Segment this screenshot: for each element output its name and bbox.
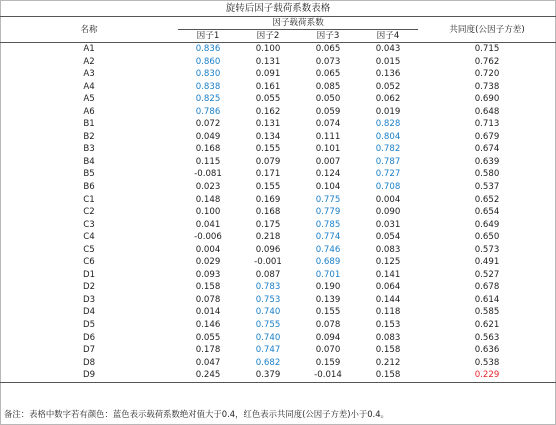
cell-factor-2: 0.175 — [255, 219, 281, 230]
cell-factor-3: 0.774 — [315, 232, 341, 243]
cell-factor-4: 0.052 — [375, 81, 401, 92]
header-name: 名称 — [0, 17, 178, 43]
cell-name: C1 — [83, 194, 95, 205]
cell-commonality: 0.678 — [474, 282, 500, 293]
cell-name: B6 — [83, 182, 95, 193]
cell-name: B4 — [83, 156, 95, 167]
table-row — [0, 269, 556, 282]
cell-factor-2: 0.755 — [255, 320, 281, 331]
cell-factor-2: 0.753 — [255, 294, 281, 305]
cell-factor-1: 0.014 — [195, 307, 221, 318]
cell-commonality: 0.654 — [474, 207, 500, 218]
cell-factor-4: 0.083 — [375, 244, 401, 255]
cell-commonality: 0.715 — [474, 44, 500, 54]
cell-commonality: 0.621 — [474, 320, 500, 331]
cell-factor-1: 0.072 — [195, 119, 221, 130]
table-row — [0, 369, 556, 382]
cell-factor-3: 0.779 — [315, 207, 341, 218]
cell-commonality: 0.563 — [474, 332, 500, 343]
table-row — [0, 118, 556, 131]
cell-name: A5 — [83, 94, 95, 105]
cell-factor-4: 0.019 — [375, 106, 401, 117]
cell-factor-4: 0.083 — [375, 332, 401, 343]
cell-commonality: 0.614 — [474, 294, 500, 305]
table-note: 备注：表格中数字若有颜色：蓝色表示载荷系数绝对值大于0.4，红色表示共同度(公因子方差)小于0.4。 — [4, 409, 389, 419]
cell-factor-1: 0.245 — [178, 369, 238, 382]
cell-factor-4: 0.125 — [375, 257, 401, 268]
cell-factor-4: 0.828 — [375, 119, 401, 130]
cell-factor-1: 0.168 — [195, 144, 221, 155]
cell-factor-3: 0.070 — [315, 345, 341, 356]
cell-factor-3: 0.159 — [315, 357, 341, 368]
cell-factor-3: 0.101 — [315, 144, 341, 155]
cell-factor-4: 0.158 — [375, 345, 401, 356]
table-row — [0, 244, 556, 257]
table-row — [0, 332, 556, 345]
cell-factor-1: 0.146 — [195, 320, 221, 331]
cell-name: C4 — [83, 232, 95, 243]
cell-factor-3: 0.073 — [315, 56, 341, 67]
header-factor-4: 因子4 — [358, 30, 418, 43]
cell-factor-4: 0.141 — [375, 269, 401, 280]
cell-factor-3: 0.094 — [315, 332, 341, 343]
table-row — [0, 131, 556, 144]
cell-factor-3: 0.746 — [315, 244, 341, 255]
cell-factor-3: 0.111 — [315, 131, 341, 142]
cell-factor-4: 0.158 — [358, 369, 418, 382]
cell-name: D6 — [82, 332, 96, 343]
table-row — [0, 357, 556, 370]
table-row — [0, 93, 556, 106]
cell-commonality: 0.652 — [474, 194, 500, 205]
cell-name: A1 — [83, 44, 95, 54]
table-row — [0, 143, 556, 156]
cell-factor-4: 0.031 — [375, 219, 401, 230]
cell-commonality: 0.229 — [418, 369, 556, 382]
cell-factor-2: 0.055 — [255, 94, 281, 105]
cell-factor-2: 0.087 — [255, 269, 281, 280]
factor-loading-table — [0, 16, 556, 383]
table-title: 旋转后因子载荷系数表格 — [225, 3, 331, 14]
cell-factor-1: 0.023 — [195, 182, 221, 193]
cell-factor-1: -0.006 — [194, 232, 222, 243]
cell-commonality: 0.690 — [474, 94, 500, 105]
table-row — [0, 344, 556, 357]
cell-name: C5 — [83, 244, 95, 255]
table-row — [0, 219, 556, 232]
cell-factor-2: 0.169 — [255, 194, 281, 205]
cell-factor-1: 0.838 — [195, 81, 221, 92]
cell-factor-2: 0.161 — [255, 81, 281, 92]
cell-name: A2 — [83, 56, 95, 67]
cell-factor-3: 0.065 — [315, 44, 341, 54]
cell-name: D1 — [82, 269, 96, 280]
cell-name: B1 — [83, 119, 95, 130]
table-body — [0, 43, 556, 383]
cell-name: D3 — [82, 294, 96, 305]
cell-factor-3: 0.190 — [315, 282, 341, 293]
cell-factor-1: 0.041 — [195, 219, 221, 230]
cell-name: B3 — [83, 144, 95, 155]
cell-factor-4: 0.144 — [375, 294, 401, 305]
cell-factor-2: 0.218 — [255, 232, 281, 243]
cell-factor-4: 0.090 — [375, 207, 401, 218]
cell-commonality: 0.720 — [474, 69, 500, 80]
cell-factor-4: 0.153 — [375, 320, 401, 331]
cell-factor-3: 0.139 — [315, 294, 341, 305]
cell-factor-1: 0.860 — [195, 56, 221, 67]
cell-factor-1: 0.100 — [195, 207, 221, 218]
cell-factor-4: 0.787 — [375, 156, 401, 167]
cell-commonality: 0.491 — [474, 257, 500, 268]
cell-factor-2: 0.740 — [255, 307, 281, 318]
cell-factor-1: 0.830 — [195, 69, 221, 80]
cell-factor-1: 0.115 — [195, 156, 221, 167]
cell-factor-4: 0.708 — [375, 182, 401, 193]
cell-factor-1: 0.078 — [195, 294, 221, 305]
cell-factor-4: 0.062 — [375, 94, 401, 105]
cell-commonality: 0.538 — [474, 357, 500, 368]
table-row — [0, 56, 556, 69]
header-factor-3: 因子3 — [298, 30, 358, 43]
table-row — [0, 81, 556, 94]
cell-factor-3: 0.701 — [315, 269, 341, 280]
cell-factor-3: 0.689 — [315, 257, 341, 268]
header-commonality: 共同度(公因子方差) — [418, 17, 556, 43]
cell-name: A6 — [83, 106, 95, 117]
cell-name: D4 — [82, 307, 96, 318]
cell-factor-4: 0.136 — [375, 69, 401, 80]
cell-commonality: 0.649 — [474, 219, 500, 230]
cell-factor-3: 0.785 — [315, 219, 341, 230]
cell-name: B2 — [83, 131, 95, 142]
cell-factor-3: 0.078 — [315, 320, 341, 331]
cell-factor-1: 0.158 — [195, 282, 221, 293]
cell-factor-1: 0.148 — [195, 194, 221, 205]
cell-name: A4 — [83, 81, 95, 92]
cell-factor-3: 0.085 — [315, 81, 341, 92]
cell-factor-2: 0.100 — [255, 44, 281, 54]
cell-factor-2: 0.171 — [255, 169, 281, 180]
cell-name: B5 — [83, 169, 95, 180]
cell-factor-1: 0.049 — [195, 131, 221, 142]
cell-factor-4: 0.054 — [375, 232, 401, 243]
cell-factor-4: 0.043 — [375, 44, 401, 54]
cell-factor-4: 0.015 — [375, 56, 401, 67]
cell-factor-1: 0.178 — [195, 345, 221, 356]
table-row — [0, 319, 556, 332]
cell-commonality: 0.527 — [474, 269, 500, 280]
header-factor-group: 因子载荷系数 — [178, 17, 418, 30]
cell-factor-2: 0.134 — [255, 131, 281, 142]
cell-commonality: 0.762 — [474, 56, 500, 67]
cell-factor-3: -0.014 — [298, 369, 358, 382]
cell-factor-2: 0.131 — [255, 119, 281, 130]
cell-commonality: 0.738 — [474, 81, 500, 92]
cell-commonality: 0.573 — [474, 244, 500, 255]
cell-factor-2: 0.096 — [255, 244, 281, 255]
cell-name: A3 — [83, 69, 95, 80]
header-factor-2: 因子2 — [238, 30, 298, 43]
cell-commonality: 0.639 — [474, 156, 500, 167]
cell-factor-2: 0.783 — [255, 282, 281, 293]
table-row — [0, 281, 556, 294]
table-row — [0, 206, 556, 219]
cell-factor-2: 0.155 — [255, 144, 281, 155]
cell-factor-2: 0.079 — [255, 156, 281, 167]
cell-name: C3 — [83, 219, 95, 230]
cell-factor-4: 0.804 — [375, 131, 401, 142]
table-row — [0, 156, 556, 169]
cell-factor-1: 0.825 — [195, 94, 221, 105]
cell-name: C2 — [83, 207, 95, 218]
cell-factor-4: 0.782 — [375, 144, 401, 155]
cell-commonality: 0.636 — [474, 345, 500, 356]
cell-factor-1: 0.047 — [195, 357, 221, 368]
cell-factor-3: 0.050 — [315, 94, 341, 105]
cell-factor-3: 0.775 — [315, 194, 341, 205]
cell-commonality: 0.650 — [474, 232, 500, 243]
cell-commonality: 0.679 — [474, 131, 500, 142]
table-row — [0, 106, 556, 119]
cell-name: C6 — [83, 257, 95, 268]
cell-factor-3: 0.007 — [315, 156, 341, 167]
cell-name: D8 — [82, 357, 96, 368]
table-row — [0, 231, 556, 244]
cell-factor-2: 0.682 — [255, 357, 281, 368]
cell-factor-4: 0.118 — [375, 307, 401, 318]
cell-factor-2: -0.001 — [254, 257, 282, 268]
cell-name: D7 — [82, 345, 96, 356]
table-row — [0, 294, 556, 307]
table-row — [0, 256, 556, 269]
cell-factor-4: 0.727 — [375, 169, 401, 180]
cell-factor-2: 0.747 — [255, 345, 281, 356]
cell-factor-3: 0.065 — [315, 69, 341, 80]
cell-name: D9 — [0, 369, 178, 382]
cell-factor-1: 0.093 — [195, 269, 221, 280]
cell-factor-2: 0.131 — [255, 56, 281, 67]
cell-commonality: 0.537 — [474, 182, 500, 193]
table-row — [0, 168, 556, 181]
cell-factor-3: 0.074 — [315, 119, 341, 130]
cell-name: D5 — [82, 320, 96, 331]
table-row — [0, 68, 556, 81]
cell-commonality: 0.713 — [474, 119, 500, 130]
cell-factor-3: 0.124 — [315, 169, 341, 180]
cell-factor-1: 0.004 — [195, 244, 221, 255]
cell-factor-1: 0.029 — [195, 257, 221, 268]
cell-factor-2: 0.740 — [255, 332, 281, 343]
cell-factor-3: 0.155 — [315, 307, 341, 318]
cell-factor-2: 0.168 — [255, 207, 281, 218]
cell-factor-4: 0.064 — [375, 282, 401, 293]
cell-factor-1: 0.786 — [195, 106, 221, 117]
table-row — [0, 306, 556, 319]
cell-factor-4: 0.004 — [375, 194, 401, 205]
cell-factor-1: -0.081 — [194, 169, 222, 180]
cell-commonality: 0.580 — [474, 169, 500, 180]
cell-commonality: 0.585 — [474, 307, 500, 318]
cell-factor-2: 0.091 — [255, 69, 281, 80]
cell-factor-3: 0.104 — [315, 182, 341, 193]
header-factor-1: 因子1 — [178, 30, 238, 43]
cell-factor-2: 0.155 — [255, 182, 281, 193]
table-row — [0, 43, 556, 56]
cell-commonality: 0.648 — [474, 106, 500, 117]
cell-factor-1: 0.836 — [195, 44, 221, 54]
cell-factor-1: 0.055 — [195, 332, 221, 343]
table-row — [0, 181, 556, 194]
table-row — [0, 194, 556, 207]
cell-factor-2: 0.162 — [255, 106, 281, 117]
cell-factor-4: 0.212 — [375, 357, 401, 368]
cell-factor-2: 0.379 — [238, 369, 298, 382]
cell-factor-3: 0.059 — [315, 106, 341, 117]
cell-commonality: 0.674 — [474, 144, 500, 155]
cell-name: D2 — [82, 282, 96, 293]
